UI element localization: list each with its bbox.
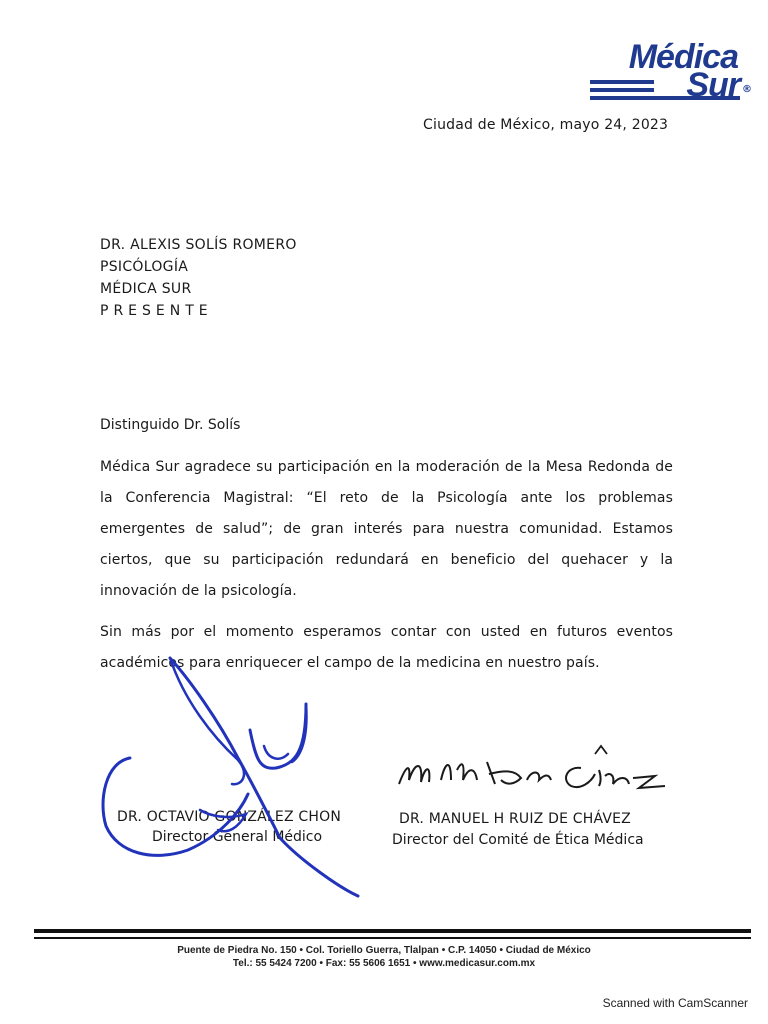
scanner-watermark: Scanned with CamScanner	[602, 996, 748, 1010]
footer-address: Puente de Piedra No. 150 • Col. Toriello Guerra, Tlalpan • C.P. 14050 • Ciudad de México	[177, 945, 591, 956]
signatory-title-2: Director del Comité de Ética Médica	[392, 832, 644, 848]
footer-rule-thick	[34, 929, 751, 933]
registered-mark: ®	[742, 84, 752, 95]
signatory-name-2: DR. MANUEL H RUIZ DE CHÁVEZ	[399, 811, 631, 827]
footer-rule-thin	[34, 937, 751, 939]
body-paragraph-2: Sin más por el momento esperamos contar con usted en futuros eventos académicos para enriquecer el campo de la medicina en nuestro país.	[100, 624, 673, 671]
salutation: Distinguido Dr. Solís	[100, 417, 241, 433]
footer-contact: Tel.: 55 5424 7200 • Fax: 55 5606 1651 • www.medicasur.com.mx	[232, 958, 536, 969]
logo-text-sur: Sur	[686, 66, 740, 104]
signatory-title-1: Director General Médico	[152, 829, 323, 845]
signature-ruiz-de-chavez	[395, 740, 680, 810]
logo-stripe	[590, 88, 654, 92]
body-paragraph-1: Médica Sur agradece su participación en la moderación de la Mesa Redonda de la Conferencia Magistral: “El reto de la Psicología ante los problemas emergentes de salud”; de gran interés para nuestra comunidad. Estamos ciertos, que su participación redundará en beneficio del quehacer y la innovación de la psicología.	[100, 459, 673, 599]
letter-date: Ciudad de México, mayo 24, 2023	[423, 117, 669, 133]
recipient-presente: PRESENTE	[100, 303, 213, 319]
logo-stripe	[590, 80, 654, 84]
signatory-name-1: DR. OCTAVIO GONZÁLEZ CHON	[117, 809, 342, 825]
recipient-department: PSICÓLOGÍA	[100, 259, 189, 275]
recipient-name: DR. ALEXIS SOLÍS ROMERO	[100, 237, 297, 253]
logo-text-medica: Médica	[628, 38, 738, 76]
signature-gonzalez-chon	[100, 650, 370, 900]
recipient-institution: MÉDICA SUR	[100, 281, 192, 297]
medica-sur-logo	[586, 40, 752, 102]
